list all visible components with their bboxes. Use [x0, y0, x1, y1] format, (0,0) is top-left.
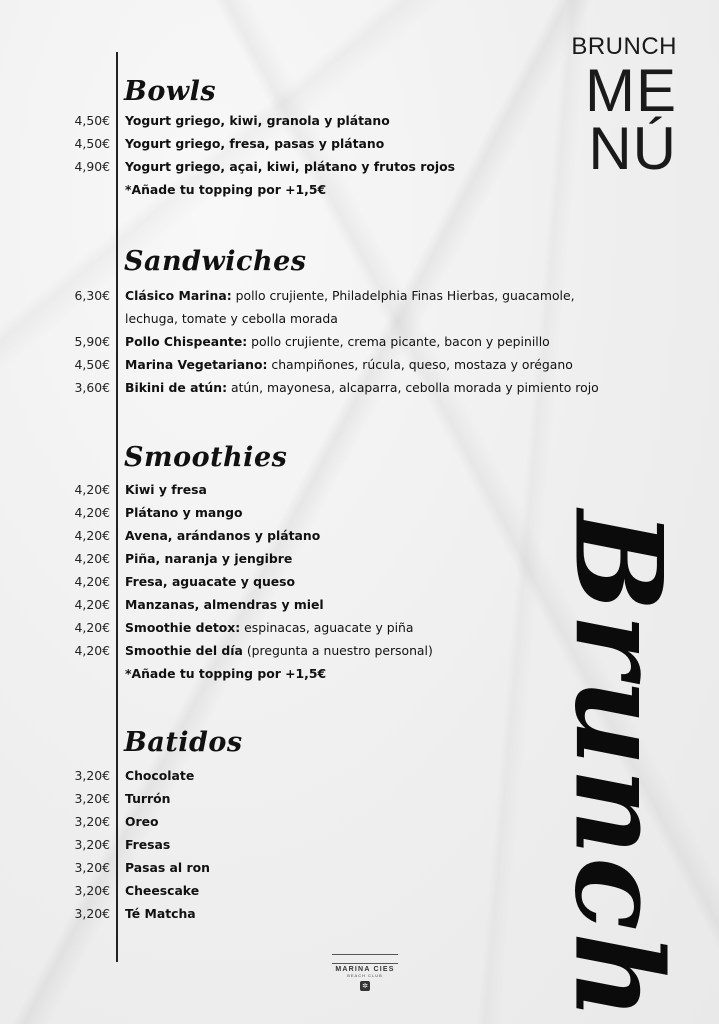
item-name: Piña, naranja y jengibre	[125, 551, 293, 566]
menu-item-row	[0, 331, 719, 353]
menu-item-row	[0, 571, 719, 593]
item-text	[125, 548, 292, 570]
item-description: champiñones, rúcula, queso, mostaza y orégano	[267, 357, 573, 372]
logo-name: MARINA CIES	[335, 966, 395, 973]
menu-item-row	[0, 525, 719, 547]
item-name: Cheescake	[125, 883, 200, 898]
item-price: 3,20€	[74, 860, 110, 875]
item-price: 4,20€	[74, 620, 110, 635]
item-text	[125, 788, 170, 810]
item-text	[125, 479, 207, 501]
item-name: Fresa, aguacate y queso	[125, 574, 296, 589]
menu-item-row	[0, 811, 719, 833]
item-name: Clásico Marina:	[125, 288, 232, 303]
item-text	[125, 594, 324, 616]
item-name: Avena, arándanos y plátano	[125, 528, 321, 543]
item-text	[125, 502, 243, 524]
item-name: Kiwi y fresa	[125, 482, 207, 497]
item-name: Fresas	[125, 837, 171, 852]
menu-item-row	[0, 857, 719, 879]
item-price: 4,20€	[74, 551, 110, 566]
section-title-smoothies: Smoothies	[124, 442, 288, 473]
item-text	[125, 857, 210, 879]
item-name: Bikini de atún:	[125, 380, 228, 395]
menu-item-row	[0, 617, 719, 639]
menu-item-row	[0, 903, 719, 925]
item-name: Turrón	[125, 791, 171, 806]
item-price: 3,20€	[74, 883, 110, 898]
item-price: 6,30€	[74, 288, 110, 303]
item-text	[125, 663, 326, 685]
menu-item-row	[0, 133, 719, 155]
item-description: pollo crujiente, crema picante, bacon y pepinillo	[247, 334, 550, 349]
menu-item-row	[0, 663, 719, 685]
item-description: pollo crujiente, Philadelphia Finas Hierbas, guacamole,	[231, 288, 575, 303]
item-text	[125, 903, 196, 925]
item-text	[125, 765, 194, 787]
logo-stripes	[332, 954, 398, 964]
item-price: 4,20€	[74, 574, 110, 589]
section-title-bowls: Bowls	[124, 76, 217, 107]
menu-item-row	[0, 765, 719, 787]
item-price: 3,20€	[74, 837, 110, 852]
menu-item-row	[0, 594, 719, 616]
item-name: Chocolate	[125, 768, 195, 783]
item-name: Té Matcha	[125, 906, 196, 921]
item-price: 4,20€	[74, 528, 110, 543]
item-text	[125, 331, 550, 353]
item-text	[125, 285, 575, 307]
item-price: 4,20€	[74, 505, 110, 520]
item-price: 4,50€	[74, 136, 110, 151]
section-title-sandwiches: Sandwiches	[124, 246, 307, 277]
item-price: 4,20€	[74, 643, 110, 658]
item-name: *Añade tu topping por +1,5€	[125, 182, 327, 197]
item-name: Plátano y mango	[125, 505, 243, 520]
item-price: 4,50€	[74, 113, 110, 128]
menu-item-row	[0, 285, 719, 307]
item-text	[125, 133, 384, 155]
item-text	[125, 811, 159, 833]
snowflake-icon: ✲	[360, 981, 370, 991]
header-nu: NÚ	[588, 115, 677, 182]
item-price: 3,60€	[74, 380, 110, 395]
menu-item-row	[0, 354, 719, 376]
menu-item-row	[0, 880, 719, 902]
item-price: 4,50€	[74, 357, 110, 372]
menu-item-row	[0, 548, 719, 570]
item-text	[125, 110, 390, 132]
item-text	[125, 880, 199, 902]
item-description: espinacas, aguacate y piña	[240, 620, 414, 635]
item-name: Manzanas, almendras y miel	[125, 597, 324, 612]
marina-cies-logo	[332, 954, 398, 991]
item-name: Marina Vegetariano:	[125, 357, 268, 372]
menu-item-row	[0, 308, 719, 330]
item-name: Yogurt griego, açai, kiwi, plátano y frutos rojos	[125, 159, 455, 174]
item-price: 3,20€	[74, 906, 110, 921]
brunch-script-title: Brunch	[547, 510, 689, 1022]
item-text	[125, 834, 170, 856]
item-text	[125, 571, 295, 593]
item-price: 4,20€	[74, 482, 110, 497]
item-text	[125, 156, 455, 178]
item-description: lechuga, tomate y cebolla morada	[125, 311, 338, 326]
item-name: Oreo	[125, 814, 159, 829]
item-text	[125, 179, 326, 201]
menu-item-row	[0, 788, 719, 810]
logo-subtitle: BEACH CLUB	[347, 973, 383, 978]
item-name: Smoothie detox:	[125, 620, 241, 635]
item-text	[125, 308, 338, 330]
item-price: 4,90€	[74, 159, 110, 174]
section-title-batidos: Batidos	[124, 727, 243, 758]
menu-item-row	[0, 377, 719, 399]
item-price: 4,20€	[74, 597, 110, 612]
item-text	[125, 525, 320, 547]
item-name: Pollo Chispeante:	[125, 334, 248, 349]
item-description: (pregunta a nuestro personal)	[242, 643, 433, 658]
item-name: Smoothie del día	[125, 643, 243, 658]
menu-item-row	[0, 834, 719, 856]
item-name: *Añade tu topping por +1,5€	[125, 666, 327, 681]
item-price: 5,90€	[74, 334, 110, 349]
menu-item-row	[0, 502, 719, 524]
item-name: Yogurt griego, fresa, pasas y plátano	[125, 136, 385, 151]
item-text	[125, 354, 573, 376]
item-text	[125, 640, 433, 662]
menu-item-row	[0, 479, 719, 501]
item-price: 3,20€	[74, 768, 110, 783]
header-me: ME	[585, 57, 677, 124]
header-brunch: BRUNCH	[571, 33, 677, 60]
menu-item-row	[0, 640, 719, 662]
item-description: atún, mayonesa, alcaparra, cebolla morada y pimiento rojo	[227, 380, 599, 395]
menu-item-row	[0, 179, 719, 201]
item-text	[125, 617, 414, 639]
item-price: 3,20€	[74, 814, 110, 829]
menu-item-row	[0, 156, 719, 178]
menu-item-row	[0, 110, 719, 132]
item-name: Yogurt griego, kiwi, granola y plátano	[125, 113, 390, 128]
item-text	[125, 377, 599, 399]
item-price: 3,20€	[74, 791, 110, 806]
item-name: Pasas al ron	[125, 860, 210, 875]
